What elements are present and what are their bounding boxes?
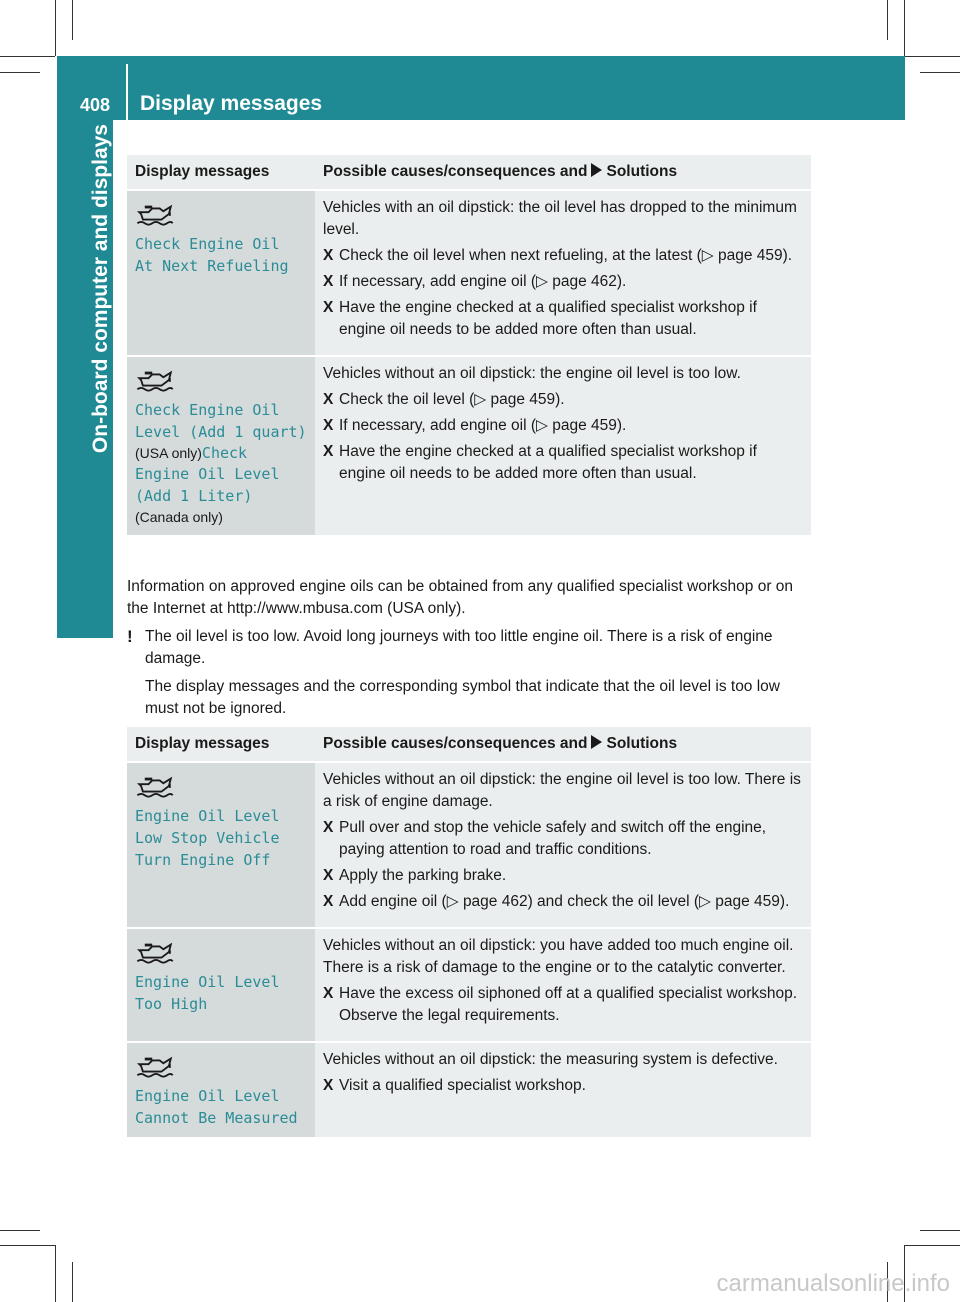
solution-cell — [315, 928, 811, 1042]
cause-text: Vehicles without an oil dipstick: the engine oil level is too low. There is a risk of engine damage. — [323, 771, 801, 810]
step-marker: X — [323, 247, 334, 264]
display-message-line: (Add 1 Liter) — [135, 487, 253, 505]
crop-mark — [0, 72, 40, 73]
step-marker: X — [323, 391, 334, 408]
warning-note — [127, 626, 817, 720]
step-item: X Add engine oil (▷ page 462) and check the oil level (▷ page 459). — [323, 891, 803, 913]
warning-text: The display messages and the corresponding symbol that indicate that the oil level is too low must not be ignored. — [145, 678, 780, 717]
col-header-display-messages: Display messages — [127, 155, 315, 190]
message-cell — [127, 356, 315, 536]
display-message-line: Check Engine Oil — [135, 235, 280, 253]
solution-cell — [315, 1042, 811, 1138]
display-message-line: Level (Add 1 quart) — [135, 423, 307, 441]
crop-mark — [55, 1245, 56, 1302]
step-item: X If necessary, add engine oil (▷ page 459). — [323, 415, 803, 437]
display-message-line: Engine Oil Level — [135, 973, 280, 991]
arrow-right-icon — [591, 163, 602, 177]
region-note: (Canada only) — [135, 509, 223, 525]
message-cell — [127, 1042, 315, 1138]
crop-mark — [920, 1230, 960, 1231]
solution-cell — [315, 190, 811, 356]
step-marker: X — [323, 893, 334, 910]
watermark: carmanualsonline.info — [716, 1270, 950, 1297]
step-marker: X — [323, 273, 334, 290]
header-divider — [126, 64, 128, 120]
step-item: X Have the excess oil siphoned off at a qualified specialist workshop. Observe the legal requirements. — [323, 985, 798, 1024]
display-message-line: Too High — [135, 995, 208, 1013]
step-marker: X — [323, 819, 334, 836]
info-paragraph: Information on approved engine oils can be obtained from any qualified specialist workshop or on the Internet at http://www.mbusa.com (USA only). — [127, 578, 794, 617]
message-cell — [127, 928, 315, 1042]
crop-mark — [905, 1245, 960, 1246]
col-header-solutions: Possible causes/consequences and Solutions — [315, 155, 811, 190]
step-item: X Have the engine checked at a qualified specialist workshop if engine oil needs to be added more often than usual. — [323, 299, 757, 338]
crop-mark — [0, 56, 55, 57]
warning-text: The oil level is too low. Avoid long journeys with too little engine oil. There is a risk of engine damage. — [145, 628, 773, 667]
col-header-display-messages: Display messages — [127, 727, 315, 762]
cause-text: Vehicles with an oil dipstick: the oil level has dropped to the minimum level. — [323, 199, 797, 238]
info-section — [127, 576, 817, 726]
oil-can-icon — [135, 939, 175, 965]
warning-icon: ! — [127, 627, 133, 646]
solution-cell — [315, 762, 811, 928]
crop-mark — [920, 72, 960, 73]
table-row — [127, 190, 811, 356]
display-message-line: Turn Engine Off — [135, 851, 271, 869]
display-message-line: Engine Oil Level — [135, 807, 280, 825]
step-item: X Check the oil level (▷ page 459). — [323, 389, 803, 411]
table-header-row — [127, 155, 811, 190]
crop-mark — [904, 0, 905, 56]
cause-text: Vehicles without an oil dipstick: the measuring system is defective. — [323, 1051, 778, 1068]
arrow-right-icon — [591, 735, 602, 749]
col-header-solutions: Possible causes/consequences and Solutions — [315, 727, 811, 762]
solution-cell — [315, 356, 811, 536]
step-item: X Have the engine checked at a qualified specialist workshop if engine oil needs to be added more often than usual. — [323, 443, 757, 482]
table-row — [127, 928, 811, 1042]
display-message-line: Cannot Be Measured — [135, 1109, 298, 1127]
message-cell — [127, 190, 315, 356]
oil-can-icon — [135, 201, 175, 227]
display-messages-table-1 — [127, 155, 811, 537]
page-number: 408 — [80, 95, 111, 115]
step-marker: X — [323, 443, 334, 460]
cause-text: Vehicles without an oil dipstick: you have added too much engine oil. There is a risk of damage to the engine or to the catalytic converter. — [323, 937, 794, 976]
table-row — [127, 356, 811, 536]
side-title: On-board computer and displays — [89, 124, 112, 454]
page-title: Display messages — [140, 92, 323, 115]
display-message-line: Engine Oil Level — [135, 1087, 280, 1105]
step-marker: X — [323, 1077, 334, 1094]
oil-can-icon — [135, 773, 175, 799]
display-message-line: Check Engine Oil — [135, 401, 280, 419]
oil-can-icon — [135, 1053, 175, 1079]
display-message-line: Engine Oil Level — [135, 465, 280, 483]
step-marker: X — [323, 299, 334, 316]
display-message-line: Low Stop Vehicle — [135, 829, 280, 847]
step-marker: X — [323, 417, 334, 434]
oil-can-icon — [135, 367, 175, 393]
crop-mark — [887, 0, 888, 40]
crop-mark — [72, 0, 73, 40]
table-row — [127, 762, 811, 928]
crop-mark — [0, 1230, 40, 1231]
step-marker: X — [323, 985, 334, 1002]
step-item: X Pull over and stop the vehicle safely and switch off the engine, paying attention to road and traffic conditions. — [323, 819, 767, 858]
crop-mark — [72, 1262, 73, 1302]
step-item: X Visit a qualified specialist workshop. — [323, 1075, 803, 1097]
crop-mark — [0, 1245, 55, 1246]
step-item: X If necessary, add engine oil (▷ page 462). — [323, 271, 803, 293]
step-marker: X — [323, 867, 334, 884]
step-item: X Apply the parking brake. — [323, 865, 803, 887]
crop-mark — [55, 0, 56, 56]
display-message-line: At Next Refueling — [135, 257, 289, 275]
crop-mark — [905, 56, 960, 57]
message-cell — [127, 762, 315, 928]
table-header-row — [127, 727, 811, 762]
table-row — [127, 1042, 811, 1138]
step-item: X Check the oil level when next refueling, at the latest (▷ page 459). — [323, 245, 803, 267]
cause-text: Vehicles without an oil dipstick: the engine oil level is too low. — [323, 365, 741, 382]
region-note: (USA only)Check — [135, 444, 248, 462]
display-messages-table-2 — [127, 727, 811, 1139]
